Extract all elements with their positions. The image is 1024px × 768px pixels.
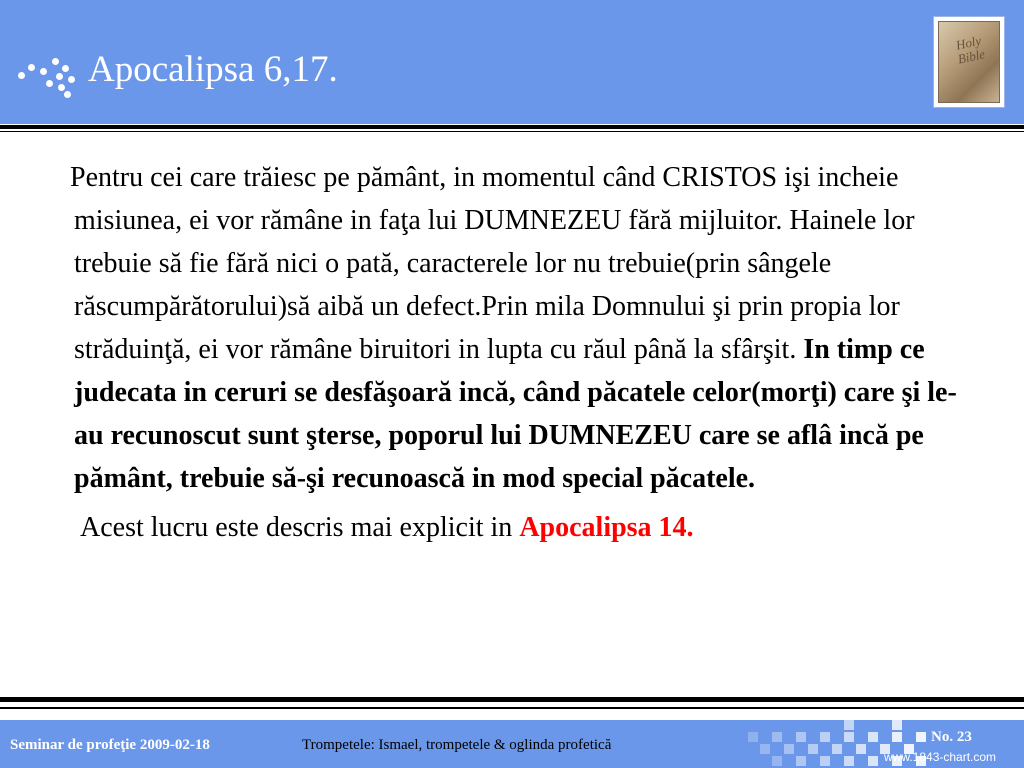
slide-title: Apocalipsa 6,17. xyxy=(88,49,338,90)
header-divider-thin xyxy=(0,131,1024,132)
header-divider-thick xyxy=(0,125,1024,129)
footer-divider-thin xyxy=(0,707,1024,709)
slide-number: No. 23 xyxy=(931,729,972,745)
paragraph-reference-text: Acest lucru este descris mai explicit in xyxy=(80,512,513,543)
paragraph-main-normal: Pentru cei care trăiesc pe pământ, in momentul când CRISTOS işi incheie misiunea, ei vor rămâne in faţa lui DUMNEZEU fără mijluitor. Hainele lor trebuie să fie fără nici o pată, caracterele lor nu trebuie(prin sângele răscumpărătorului)să aibă un defect.Prin mila Domnului şi prin propia lor străduinţă, ei vor rămâne biruitori in lupta cu răul până la sfârşit. xyxy=(70,162,915,365)
website-link[interactable]: www.1843-chart.com xyxy=(884,750,997,764)
decorative-dots-icon xyxy=(16,56,80,106)
bible-logo xyxy=(933,16,1005,108)
slide-content xyxy=(60,156,980,549)
footer-divider-thick xyxy=(0,697,1024,702)
paragraph-main-bold: In timp ce judecata in ceruri se desfăşoară incă, când păcatele celor(morţi) care şi le-au recunoscut sunt şterse, poporul lui DUMNEZEU care se aflâ incă pe pământ, trebuie să-şi recunoască in mod special păcatele. xyxy=(74,334,957,494)
paragraph-main xyxy=(60,156,980,500)
footer-seminar-label: Seminar de profeţie 2009-02-18 xyxy=(10,737,210,753)
apocalipsa-reference: Apocalipsa 14. xyxy=(519,512,694,543)
paragraph-reference xyxy=(60,506,980,549)
bible-logo-text: Holy Bible xyxy=(954,32,987,67)
footer-topic-label: Trompetele: Ismael, trompetele & oglinda profetică xyxy=(302,737,612,753)
holy-bible-icon xyxy=(938,21,1000,103)
header-bar xyxy=(0,0,1024,124)
